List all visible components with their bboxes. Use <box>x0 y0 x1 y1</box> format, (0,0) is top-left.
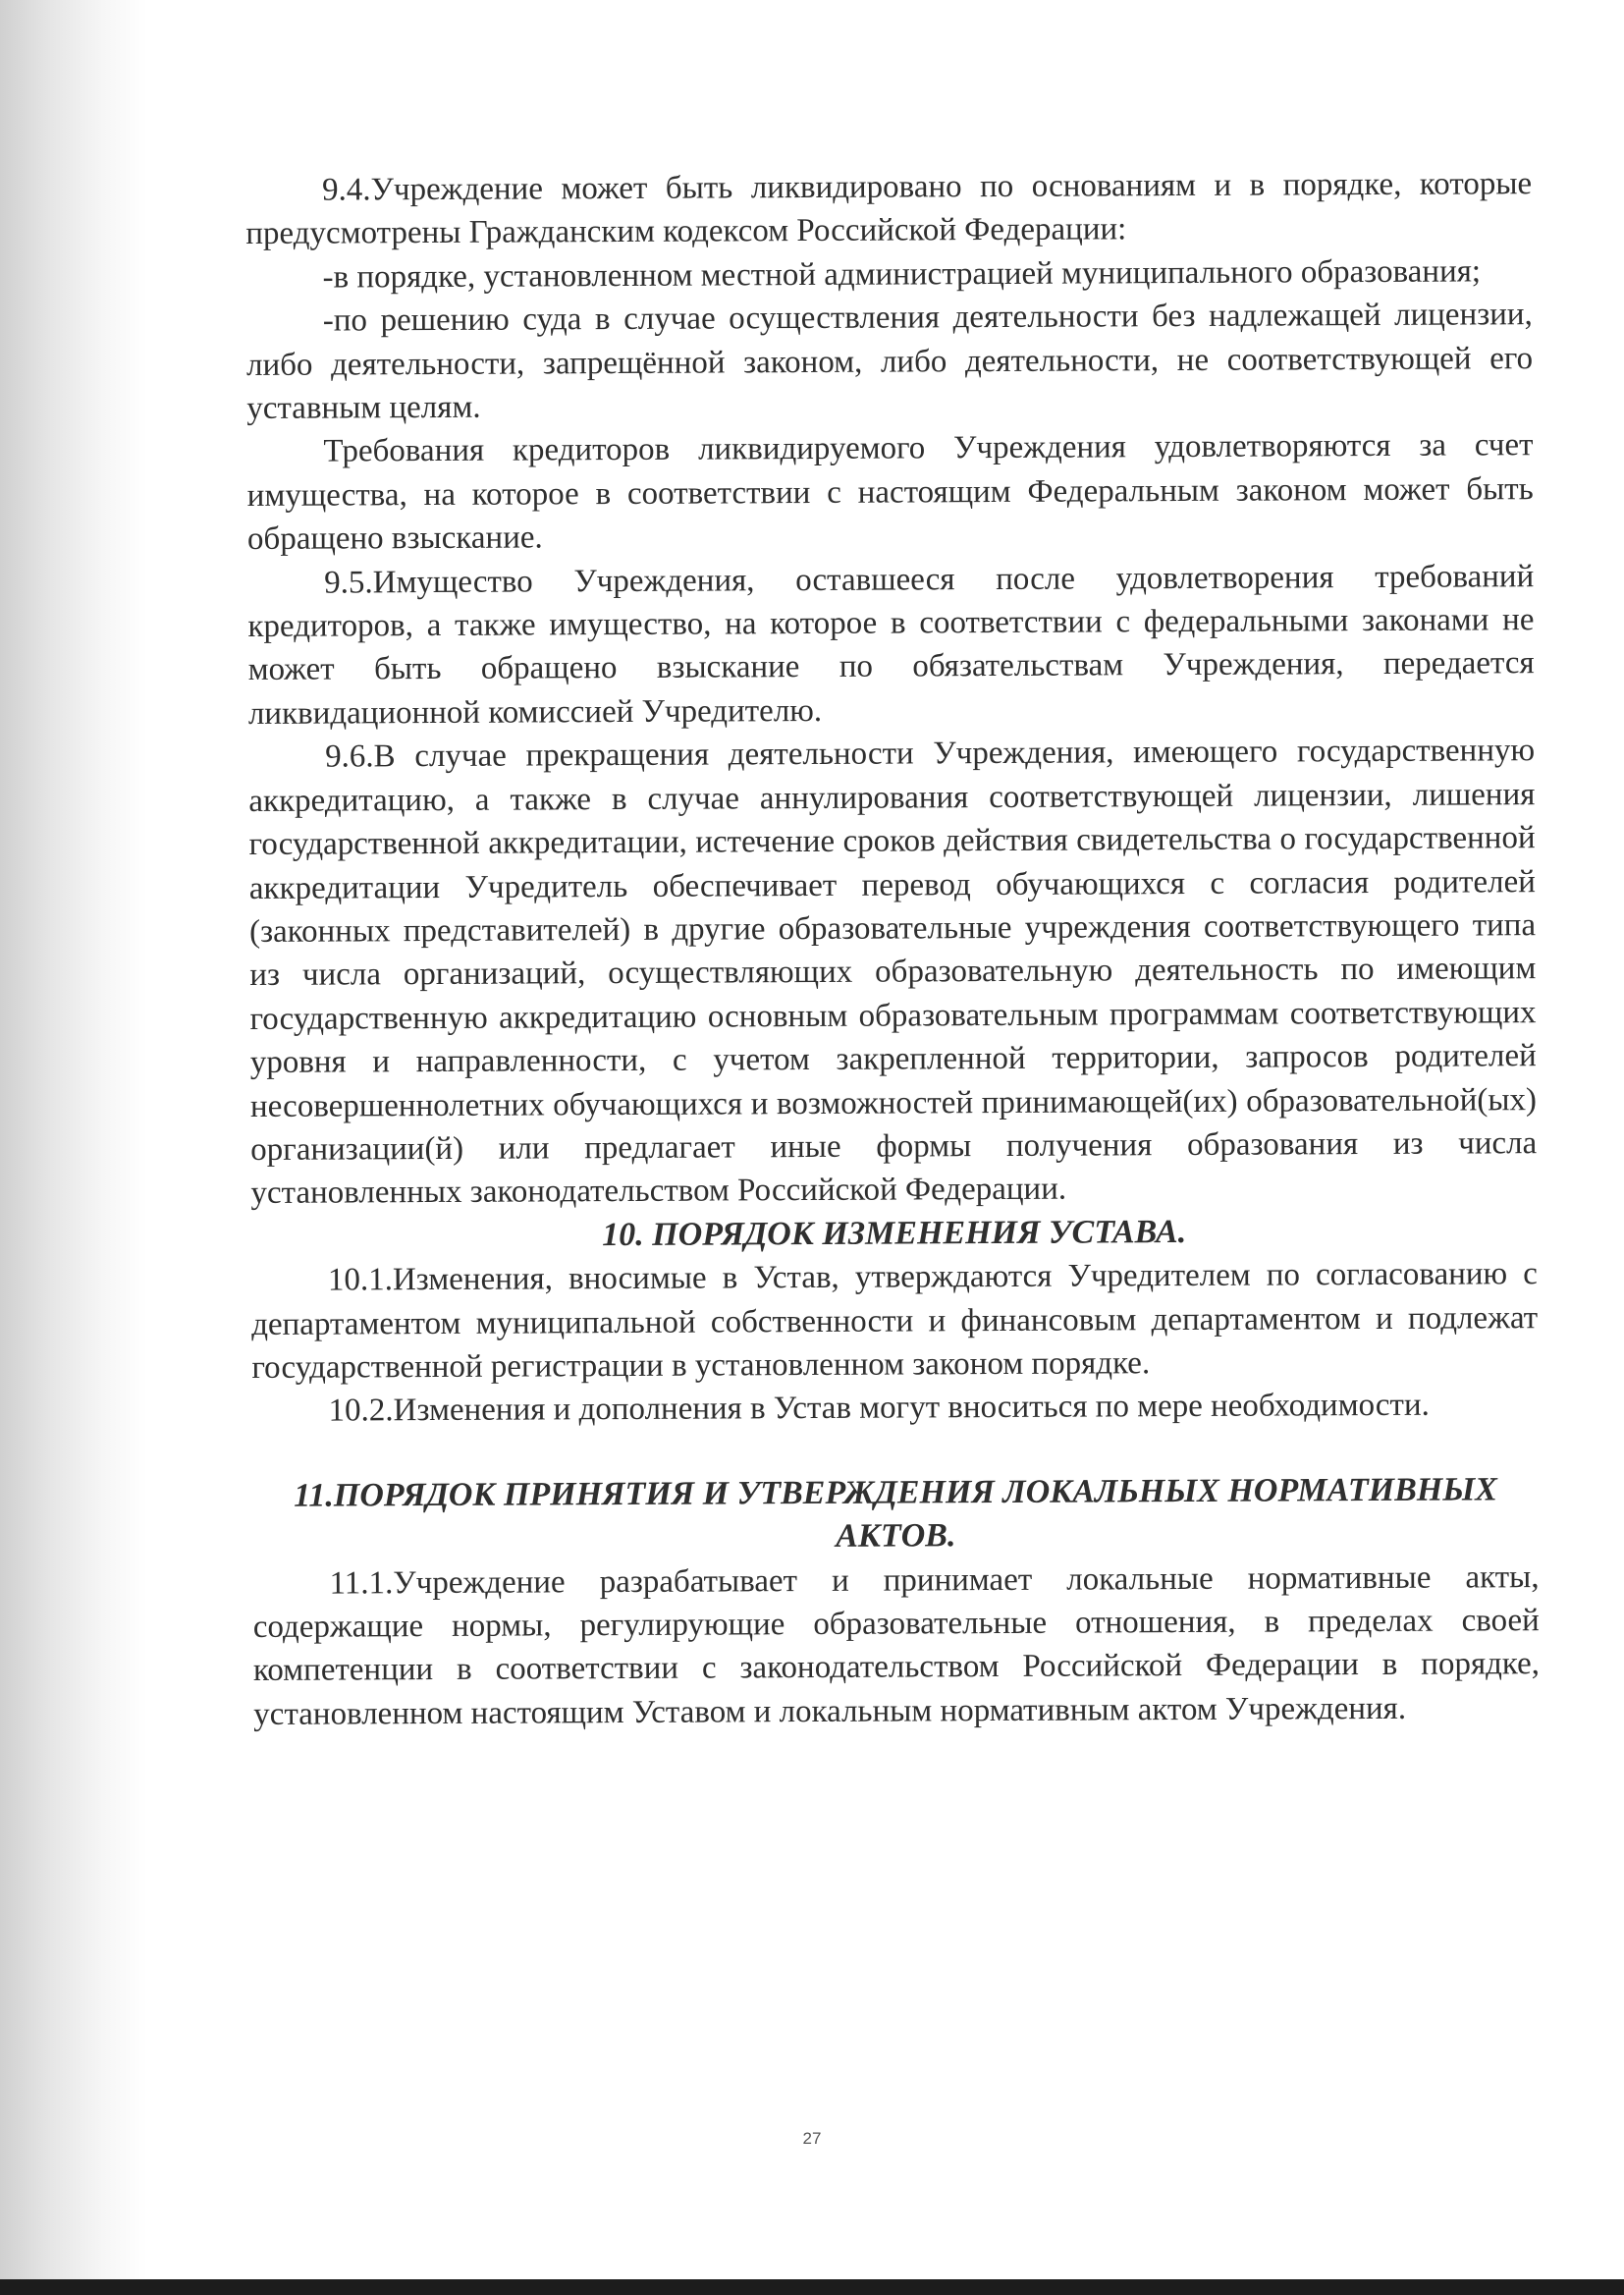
paragraph-9-6: 9.6.В случае прекращения деятельности Учреждения, имеющего государственную аккредитацию, а также в случае аннулирования соответствующей лицензии, лишения государственной аккредитации, истечение сроков действия свидетельства о государственной аккредитации Учредитель обеспечивает перевод обучающихся с согласия родителей (законных представителей) в другие образовательные учреждения соответствующего типа из числа организаций, осуществляющих образовательную деятельность по имеющим государственную аккредитацию основным образовательным программам соответствующих уровня и направленности, с учетом закрепленной территории, запросов родителей несовершеннолетних обучающихся и возможностей принимающей(их) образовательной(ых) организации(й) или предлагает иные формы получения образования из числа установленных законодательством Российской Федерации. <box>248 733 1538 1212</box>
document-body <box>245 162 1540 1736</box>
paragraph-liquidation-administration: -в порядке, установленном местной администрацией муниципального образования; <box>322 253 1482 296</box>
page-number: 27 <box>802 2129 822 2148</box>
scan-bottom-edge <box>0 2279 1624 2295</box>
scan-edge-shadow <box>0 0 147 2295</box>
paragraph-9-5: 9.5.Имущество Учреждения, оставшееся после удовлетворения требований кредиторов, а также имущество, на которое в соответствии с федеральными законами не может быть обращено взыскание по обязательствам Учреждения, передается ликвидационной комиссией Учредителю. <box>247 558 1535 732</box>
paragraph-liquidation-court: -по решению суда в случае осуществления деятельности без надлежащей лицензии, либо деятельности, запрещённой законом, либо деятельности, не соответствующей его уставным целям. <box>245 297 1534 427</box>
section-11-heading: 11.ПОРЯДОК ПРИНЯТИЯ И УТВЕРЖДЕНИЯ ЛОКАЛЬНЫХ НОРМАТИВНЫХ АКТОВ. <box>294 1471 1497 1556</box>
paragraph-creditors-claims: Требования кредиторов ликвидируемого Учреждения удовлетворяются за счет имущества, на которое в соответствии с настоящим Федеральным законом может быть обращено взыскание. <box>246 427 1534 558</box>
paragraph-9-4: 9.4.Учреждение может быть ликвидировано по основаниям и в порядке, которые предусмотрены Гражданским кодексом Российской Федерации: <box>245 166 1533 252</box>
paragraph-10-1: 10.1.Изменения, вносимые в Устав, утверждаются Учредителем по согласованию с департаментом муниципальной собственности и финансовым департаментом и подлежат государственной регистрации в установленном законом порядке. <box>251 1256 1539 1386</box>
paragraph-10-2: 10.2.Изменения и дополнения в Устав могут вноситься по мере необходимости. <box>328 1388 1430 1429</box>
section-10-heading: 10. ПОРЯДОК ИЗМЕНЕНИЯ УСТАВА. <box>602 1213 1187 1253</box>
paragraph-11-1: 11.1.Учреждение разрабатывает и принимает локальные нормативные акты, содержащие нормы, регулирующие образовательные отношения, в пределах своей компетенции в соответствии с законодательством Российской Федерации в порядке, установленном настоящим Уставом и локальным нормативным актом Учреждения. <box>252 1558 1541 1732</box>
